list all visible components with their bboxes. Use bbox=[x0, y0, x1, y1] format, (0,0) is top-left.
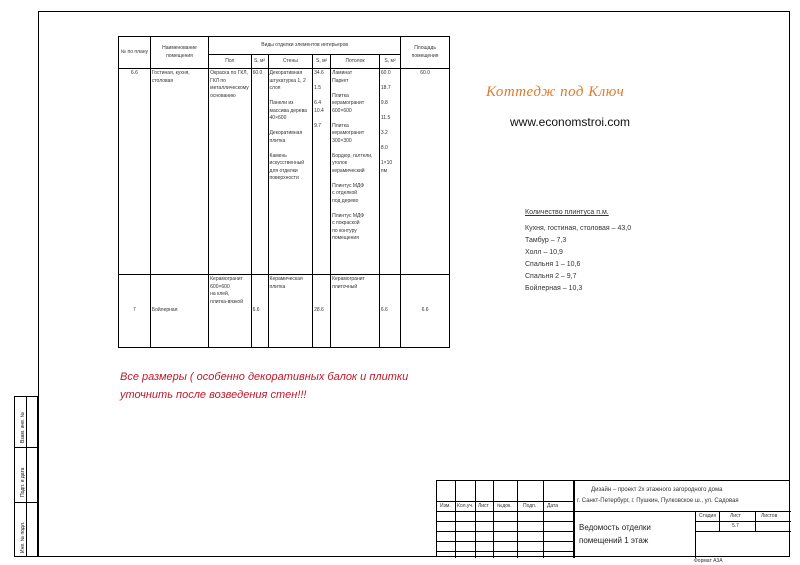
project-line-1: Дизайн – проект 2х этажного загородного дома bbox=[591, 487, 723, 493]
cell-walls: Керамическая плитка bbox=[268, 275, 313, 348]
cell-ceiling-area: 60.0 bbox=[251, 69, 268, 275]
tb-line bbox=[437, 531, 573, 532]
strip-label-replace: Взам. инв. № bbox=[20, 412, 26, 443]
col-floor: Потолок bbox=[331, 55, 380, 69]
tb-line bbox=[573, 481, 575, 558]
col-room-no: № по плану bbox=[119, 37, 151, 69]
tb-line bbox=[455, 481, 456, 558]
paper-format: Формат А3А bbox=[694, 558, 723, 564]
cell-walls: Декоративная штукатурка 1, 2 слоя Панели из массива дерева 40×600 Декоративная плитка Камень искусственный для отделки поверхности bbox=[268, 69, 313, 275]
cell-ceiling-area: 6.6 bbox=[251, 275, 268, 348]
baseboard-quantities bbox=[525, 207, 631, 295]
tb-line bbox=[719, 511, 720, 531]
cell-total-area: 60.0 bbox=[401, 69, 450, 275]
tb-line bbox=[437, 551, 573, 552]
tb-line bbox=[543, 481, 544, 558]
list-item: Тамбур – 7,3 bbox=[525, 237, 567, 244]
tb-line bbox=[475, 481, 476, 558]
col-floor-area: S, м² bbox=[379, 55, 400, 69]
tb-line bbox=[437, 501, 573, 502]
tb-col-sheet: Лист bbox=[478, 503, 489, 509]
table-row bbox=[119, 275, 450, 348]
strip-label-inv: Инв. № подл. bbox=[20, 521, 26, 553]
strip-label-sign: Подп. и дата bbox=[20, 467, 26, 497]
col-room-name: Наименование помещения bbox=[150, 37, 208, 69]
col-ceiling-area: S, м² bbox=[251, 55, 268, 69]
stage-label: Стадия bbox=[699, 513, 717, 519]
tb-col-sign: Подп. bbox=[523, 503, 537, 509]
cell-room-no: 6.6 bbox=[119, 69, 151, 275]
project-line-2: г. Санкт-Петербург, г. Пушкин, Пулковское ш., ул. Садовая bbox=[577, 498, 739, 504]
tb-col-date: Дата bbox=[547, 503, 559, 509]
tb-line bbox=[493, 481, 494, 558]
cell-floor-area: 6.6 bbox=[379, 275, 400, 348]
col-walls: Стены bbox=[268, 55, 313, 69]
col-total-area: Площадь помещения bbox=[401, 37, 450, 69]
col-walls-area: S, м² bbox=[313, 55, 331, 69]
tb-col-count: Кол.уч. bbox=[457, 503, 474, 509]
list-item: Спальня 1 – 10,6 bbox=[525, 261, 581, 268]
title-block bbox=[436, 480, 790, 557]
tb-col-docno: №док. bbox=[497, 503, 512, 509]
tb-col-change: Изм. bbox=[440, 503, 451, 509]
cell-ceiling: Окраска по ГКЛ, ГКЛ по металлическому основанию bbox=[209, 69, 251, 275]
tb-line bbox=[695, 511, 696, 558]
quantities-title: Количество плинтуса п.м. bbox=[525, 209, 609, 216]
list-item: Кухня, гостиная, столовая – 43,0 bbox=[525, 225, 632, 232]
cell-floor: Керамогранит плиточный bbox=[331, 275, 380, 348]
col-ceiling: Пол bbox=[209, 55, 251, 69]
finishing-spec-table bbox=[118, 36, 450, 348]
tb-line bbox=[755, 511, 756, 531]
cell-floor: Ламинат Паркет Плитка керамогранит 600×600 Плитка керамогранит 300×300 Бордюр, галтели, уголок керамический Плинтус МДФ с отделкой под дерево Плинтус МДФ с покраской по контуру помещения bbox=[331, 69, 380, 275]
brand-logo-text: Коттедж под Ключ bbox=[486, 84, 625, 100]
col-finish-group: Виды отделки элементов интерьеров bbox=[209, 37, 401, 55]
tb-line bbox=[695, 521, 791, 522]
tb-line bbox=[573, 511, 791, 512]
cell-total-area: 6.6 bbox=[401, 275, 450, 348]
cell-room-no: 7 bbox=[119, 275, 151, 348]
strip-inner-line bbox=[26, 396, 27, 557]
list-item: Холл – 10,9 bbox=[525, 249, 563, 256]
list-item: Бойлерная – 10,3 bbox=[525, 285, 583, 292]
list-item: Спальня 2 – 9,7 bbox=[525, 273, 577, 280]
tb-line bbox=[437, 541, 573, 542]
sheet-label: Лист bbox=[730, 513, 741, 519]
sheets-label: Листов bbox=[761, 513, 778, 519]
tb-line bbox=[695, 531, 791, 532]
cell-floor-area: 60.0 18.7 9.8 11.5 3.2 8.0 1×10 пм bbox=[379, 69, 400, 275]
cell-ceiling: Керамогранит 600×600 на клей, плитка-вязкой bbox=[209, 275, 251, 348]
table-row bbox=[119, 69, 450, 275]
website-link[interactable]: www.economstroi.com bbox=[510, 115, 631, 129]
cell-walls-area: 34.6 1.5 6.4 10.4 9.7 bbox=[313, 69, 331, 275]
tb-line bbox=[437, 511, 573, 512]
warning-note: Все размеры ( особенно декоративных балок и плитки уточнить после возведения стен!!! bbox=[120, 371, 409, 401]
sheet-title: Ведомость отделки помещений 1 этаж bbox=[579, 523, 651, 545]
cell-room-name: Бойлерная bbox=[150, 275, 208, 348]
sheet-value: 5.7 bbox=[732, 523, 739, 529]
cell-walls-area: 28.6 bbox=[313, 275, 331, 348]
cell-room-name: Гостиная, кухня, столовая bbox=[150, 69, 208, 275]
tb-line bbox=[437, 521, 573, 522]
tb-line bbox=[517, 481, 518, 558]
